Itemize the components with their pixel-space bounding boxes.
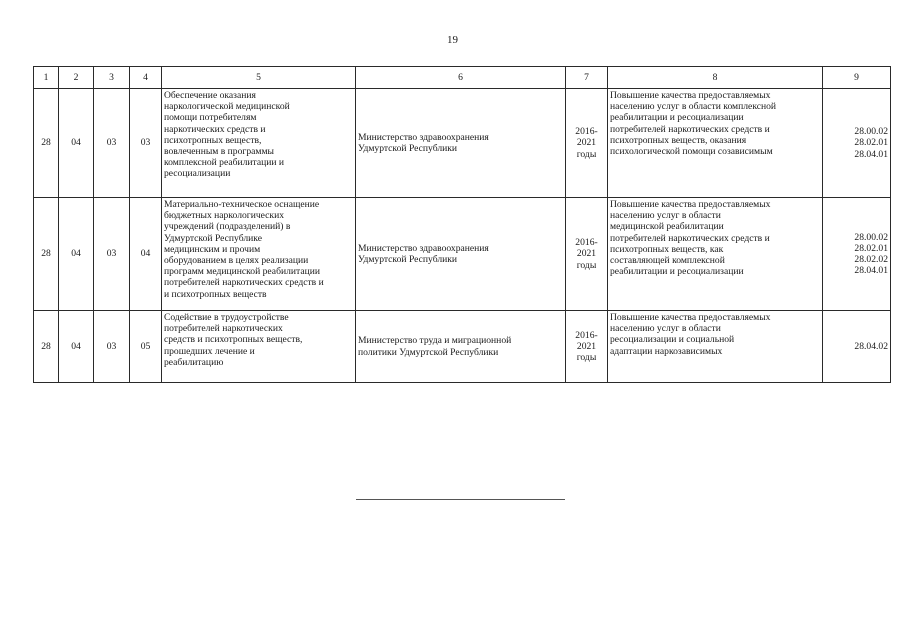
column-header: 8 [608,67,823,89]
result-cell-line: Повышение качества предоставляемых [610,199,771,210]
result-cell [608,89,823,198]
result-cell-line: Повышение качества предоставляемых [610,312,771,323]
measure-name-line: потребителей наркотических [164,323,283,335]
indicator-codes-line: 28.02.01 [854,137,888,149]
result-cell-line: населению услуг в области [610,323,721,335]
indicator-codes-line: 28.02.01 [854,242,888,254]
measure-name-line: и психотропных веществ [164,288,267,300]
executor-cell-line: Удмуртской Республики [358,143,458,154]
result-cell-line: психотропных веществ, как [610,243,724,255]
column-header: 5 [162,67,356,89]
column-header: 1 [34,67,59,89]
measure-name [162,198,356,311]
indicator-codes-line: 28.04.02 [854,340,888,352]
column-header: 4 [130,67,162,89]
indicator-codes-line: 28.04.01 [854,148,888,160]
measure-name-line: оборудованием в целях реализации [164,255,309,267]
code-cell: 03 [130,89,162,198]
measure-name-line: помощи потребителям [164,112,257,124]
measure-name-line: прошедших лечение и [164,345,255,357]
table-row [34,198,891,311]
code-cell: 04 [59,89,94,198]
result-cell-line: психологической помощи созависимым [610,146,773,158]
executor-cell-line: Министерство здравоохранения [358,242,489,254]
code-cell: 28 [34,89,59,198]
measure-name [162,89,356,198]
table-body [34,67,891,383]
period-cell-line: годы [576,148,597,160]
result-cell-line: ресоциализации и социальной [610,334,735,346]
result-cell [608,198,823,311]
table-row [34,311,891,383]
result-cell-line: Повышение качества предоставляемых [610,90,771,101]
code-cell: 03 [94,311,130,383]
measure-name-line: бюджетных наркологических [164,210,285,222]
indicator-codes-line: 28.00.02 [854,231,888,243]
executor-cell [356,311,566,383]
indicator-codes-line: 28.02.02 [854,254,888,265]
period-cell-line: 2021 [576,340,597,352]
result-cell-line: составляющей комплексной [610,255,725,267]
measure-name-line: учреждений (подразделений) в [164,221,291,233]
result-cell-line: населению услуг в области [610,210,721,222]
indicator-codes [823,311,891,383]
code-cell: 04 [59,311,94,383]
column-header: 3 [94,67,130,89]
code-cell: 04 [59,198,94,311]
result-cell-line: адаптации наркозависимых [610,345,723,357]
result-cell [608,311,823,383]
measure-name-line: вовлеченным в программы [164,146,274,158]
measure-name-line: Содействие в трудоустройстве [164,312,289,323]
footer-divider [356,499,565,500]
indicator-codes [823,89,891,198]
executor-cell [356,89,566,198]
result-cell-line: психотропных веществ, оказания [610,134,747,146]
code-cell: 05 [130,311,162,383]
code-cell: 03 [94,198,130,311]
period-cell-line: 2016- [575,237,598,249]
period-cell-line: 2021 [576,248,597,260]
column-header: 6 [356,67,566,89]
measure-name-line: средств и психотропных веществ, [164,334,303,346]
measure-name-line: Обеспечение оказания [164,90,256,101]
measure-name-line: медицинским и прочим [164,243,261,255]
indicator-codes [823,198,891,311]
period-cell-line: 2021 [576,137,597,149]
column-header: 2 [59,67,94,89]
result-cell-line: реабилитации и ресоциализации [610,266,744,278]
measure-name [162,311,356,383]
executor-cell [356,198,566,311]
code-cell: 28 [34,311,59,383]
period-cell-line: 2016- [575,126,598,138]
page-number: 19 [447,34,458,46]
executor-cell-line: Удмуртской Республики [358,254,458,265]
indicator-codes-line: 28.04.01 [854,265,888,277]
result-cell-line: медицинской реабилитации [610,221,724,233]
column-header: 9 [823,67,891,89]
code-cell: 28 [34,198,59,311]
period-cell [566,198,608,311]
measure-name-line: потребителей наркотических средств и [164,277,324,289]
period-cell-line: годы [576,259,597,271]
result-cell-line: потребителей наркотических средств и [610,123,770,135]
executor-cell-line: Министерство труда и миграционной [358,335,512,347]
measure-name-line: наркотических средств и [164,123,266,135]
table-row [34,89,891,198]
measure-name-line: комплексной реабилитации и [164,157,285,169]
measure-name-line: наркологической медицинской [164,101,290,113]
indicator-codes-line: 28.00.02 [854,126,888,138]
period-cell-line: годы [576,352,597,364]
code-cell: 03 [94,89,130,198]
period-cell [566,89,608,198]
column-header: 7 [566,67,608,89]
result-cell-line: населению услуг в области комплексной [610,101,777,113]
measure-name-line: реабилитацию [164,356,224,368]
measure-name-line: психотропных веществ, [164,134,262,146]
code-cell: 04 [130,198,162,311]
measure-name-line: программ медицинской реабилитации [164,266,320,278]
result-cell-line: потребителей наркотических средств и [610,232,770,244]
period-cell-line: 2016- [575,329,598,341]
header-row [34,67,891,89]
result-cell-line: реабилитации и ресоциализации [610,112,744,124]
measure-name-line: Материально-техническое оснащение [164,199,320,210]
measure-name-line: ресоциализации [164,168,231,180]
period-cell [566,311,608,383]
executor-cell-line: политики Удмуртской Республики [358,346,499,358]
measure-name-line: Удмуртской Республике [164,232,262,244]
program-table [33,66,891,383]
executor-cell-line: Министерство здравоохранения [358,131,489,143]
